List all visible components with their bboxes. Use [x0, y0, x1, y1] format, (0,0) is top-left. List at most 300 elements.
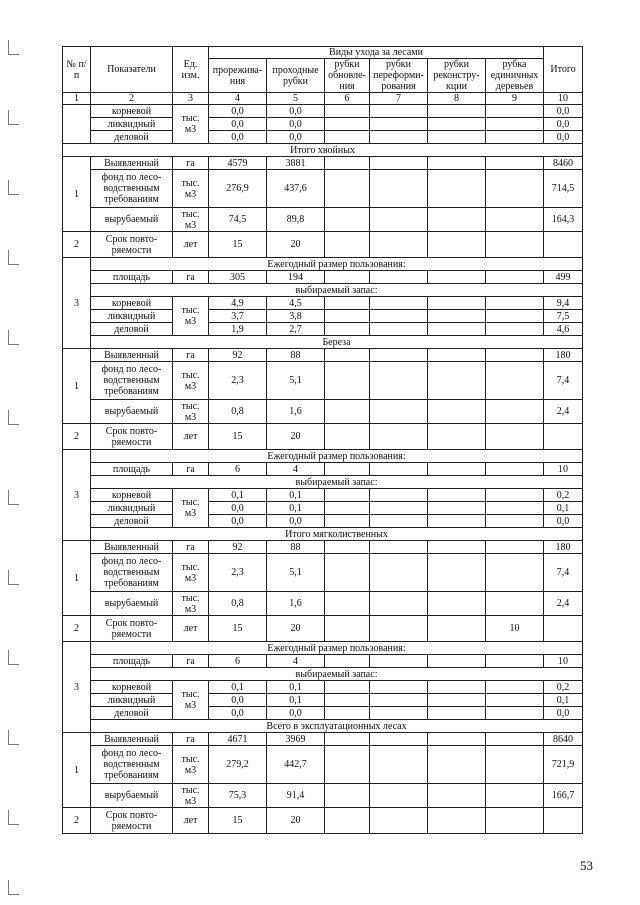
table-cell	[486, 118, 544, 131]
table-cell	[486, 271, 544, 284]
table-cell	[370, 362, 428, 400]
table-cell: га	[173, 733, 209, 746]
table-cell: площадь	[91, 655, 173, 668]
table-cell: 0,8	[209, 592, 267, 616]
table-row	[63, 681, 583, 694]
table-cell: 0,1	[267, 489, 325, 502]
table-cell: ликвидный	[91, 694, 173, 707]
table-row	[63, 502, 583, 515]
table-row	[63, 554, 583, 592]
table-cell	[325, 808, 370, 834]
table-cell	[428, 105, 486, 118]
table-cell	[428, 502, 486, 515]
table-cell: вырубаемый	[91, 208, 173, 232]
table-cell	[544, 424, 583, 450]
table-cell	[325, 515, 370, 528]
table-cell: 721,9	[544, 746, 583, 784]
col-header-total: Итого	[544, 47, 583, 93]
table-cell	[486, 541, 544, 554]
table-cell: тыс. м3	[173, 489, 209, 528]
table-cell: 1,9	[209, 323, 267, 336]
table-cell	[325, 424, 370, 450]
table-cell	[325, 554, 370, 592]
table-cell	[370, 310, 428, 323]
table-row	[63, 323, 583, 336]
table-cell: Выявленный	[91, 157, 173, 170]
table-cell	[325, 323, 370, 336]
table-cell: выбираемый запас:	[91, 284, 583, 297]
table-cell	[486, 808, 544, 834]
table-row	[63, 349, 583, 362]
table-row	[63, 47, 583, 59]
table-cell	[370, 463, 428, 476]
table-cell	[370, 784, 428, 808]
table-cell: тыс. м3	[173, 400, 209, 424]
table-cell	[544, 232, 583, 258]
table-row	[63, 400, 583, 424]
table-cell: Выявленный	[91, 349, 173, 362]
table-cell	[486, 170, 544, 208]
table-row	[63, 528, 583, 541]
table-cell: тыс. м3	[173, 297, 209, 336]
table-cell	[325, 131, 370, 144]
table-row	[63, 668, 583, 681]
table-cell: 437,6	[267, 170, 325, 208]
page-number: 53	[580, 858, 593, 873]
table-cell: 74,5	[209, 208, 267, 232]
table-cell	[428, 170, 486, 208]
table-cell: 6	[209, 463, 267, 476]
table-cell: 3969	[267, 733, 325, 746]
table-cell	[486, 105, 544, 118]
table-cell	[325, 784, 370, 808]
table-row	[63, 310, 583, 323]
table-cell	[486, 400, 544, 424]
table-cell	[370, 616, 428, 642]
table-cell	[370, 655, 428, 668]
table-row	[63, 707, 583, 720]
table-cell	[325, 105, 370, 118]
table-cell	[370, 694, 428, 707]
col-header-care-type: проходные рубки	[267, 59, 325, 93]
table-cell: 0,0	[209, 118, 267, 131]
table-cell: 2,3	[209, 554, 267, 592]
table-cell: 15	[209, 616, 267, 642]
col-header-care-type: рубки обновле-ния	[325, 59, 370, 93]
table-row	[63, 271, 583, 284]
table-row	[63, 541, 583, 554]
table-cell: 15	[209, 808, 267, 834]
table-cell	[486, 362, 544, 400]
table-cell	[428, 733, 486, 746]
table-cell	[428, 489, 486, 502]
table-cell: 1,6	[267, 592, 325, 616]
table-cell: 0,1	[267, 502, 325, 515]
table-cell	[370, 554, 428, 592]
table-cell	[486, 310, 544, 323]
table-cell	[486, 157, 544, 170]
table-cell: 4671	[209, 733, 267, 746]
table-cell: 164,3	[544, 208, 583, 232]
table-cell: 0,0	[544, 515, 583, 528]
col-header-indicator: Показатели	[91, 47, 173, 93]
table-cell: ликвидный	[91, 310, 173, 323]
table-cell	[370, 502, 428, 515]
table-cell: 20	[267, 808, 325, 834]
table-cell: 0,0	[209, 131, 267, 144]
table-cell: 0,0	[209, 694, 267, 707]
forest-care-table	[62, 46, 583, 834]
table-cell: Выявленный	[91, 733, 173, 746]
table-cell: корневой	[91, 681, 173, 694]
table-row	[63, 616, 583, 642]
col-number: 8	[428, 93, 486, 105]
table-cell	[370, 170, 428, 208]
table-cell	[486, 297, 544, 310]
table-cell	[370, 131, 428, 144]
table-cell: 20	[267, 232, 325, 258]
table-row	[63, 592, 583, 616]
table-cell: 4579	[209, 157, 267, 170]
table-cell: 714,5	[544, 170, 583, 208]
table-cell: 0,0	[267, 105, 325, 118]
table-row	[63, 297, 583, 310]
table-cell	[486, 349, 544, 362]
table-cell: 4,6	[544, 323, 583, 336]
table-cell	[370, 808, 428, 834]
table-row	[63, 733, 583, 746]
table-cell: 305	[209, 271, 267, 284]
col-number: 6	[325, 93, 370, 105]
table-cell: деловой	[91, 131, 173, 144]
table-cell	[428, 424, 486, 450]
table-cell: 180	[544, 541, 583, 554]
table-cell: 1	[63, 349, 91, 424]
table-cell: выбираемый запас:	[91, 476, 583, 489]
table-cell	[428, 157, 486, 170]
table-cell	[325, 349, 370, 362]
table-row	[63, 144, 583, 157]
table-cell: 6	[209, 655, 267, 668]
table-cell: 3,7	[209, 310, 267, 323]
table-cell: 1	[63, 541, 91, 616]
table-row	[63, 362, 583, 400]
table-cell: 88	[267, 349, 325, 362]
table-cell: 4	[267, 655, 325, 668]
table-cell: 9,4	[544, 297, 583, 310]
table-cell: 0,1	[267, 694, 325, 707]
table-cell	[486, 707, 544, 720]
table-cell	[325, 297, 370, 310]
table-cell	[325, 208, 370, 232]
table-cell	[325, 310, 370, 323]
table-cell: 75,3	[209, 784, 267, 808]
table-cell	[325, 362, 370, 400]
table-cell: фонд по лесо-водственным требованиям	[91, 362, 173, 400]
table-cell: 0,0	[209, 515, 267, 528]
table-cell	[428, 118, 486, 131]
table-cell: 0,0	[209, 502, 267, 515]
table-cell	[428, 400, 486, 424]
table-cell: 194	[267, 271, 325, 284]
table-cell: 3	[63, 450, 91, 541]
table-cell: тыс. м3	[173, 554, 209, 592]
table-cell: корневой	[91, 489, 173, 502]
col-header-unit: Ед. изм.	[173, 47, 209, 93]
table-cell: 92	[209, 541, 267, 554]
table-cell: Ежегодный размер пользования:	[91, 642, 583, 655]
table-cell: вырубаемый	[91, 592, 173, 616]
table-cell	[428, 297, 486, 310]
table-cell	[428, 232, 486, 258]
table-cell: 2	[63, 616, 91, 642]
table-cell	[325, 271, 370, 284]
table-cell	[428, 463, 486, 476]
table-cell	[370, 105, 428, 118]
table-cell: 0,2	[544, 681, 583, 694]
table-row	[63, 655, 583, 668]
table-cell: 0,0	[544, 707, 583, 720]
table-cell: тыс. м3	[173, 681, 209, 720]
table-cell	[428, 592, 486, 616]
table-row	[63, 157, 583, 170]
table-cell	[486, 502, 544, 515]
table-cell	[370, 746, 428, 784]
table-cell	[428, 554, 486, 592]
col-header-care-type: рубки переформи-рования	[370, 59, 428, 93]
table-cell	[325, 592, 370, 616]
section-title: Итого хвойных	[63, 144, 583, 157]
table-cell	[486, 323, 544, 336]
table-cell: корневой	[91, 297, 173, 310]
table-cell: 15	[209, 232, 267, 258]
table-cell	[325, 463, 370, 476]
table-cell: 15	[209, 424, 267, 450]
table-cell	[544, 808, 583, 834]
table-cell: вырубаемый	[91, 784, 173, 808]
col-header-number: № п/ п	[63, 47, 91, 93]
table-cell: 0,0	[267, 515, 325, 528]
table-cell: 0,1	[267, 681, 325, 694]
table-cell: 0,0	[209, 105, 267, 118]
table-cell	[370, 489, 428, 502]
col-number: 3	[173, 93, 209, 105]
table-cell: тыс. м3	[173, 746, 209, 784]
table-cell	[428, 208, 486, 232]
table-row	[63, 170, 583, 208]
table-cell	[486, 746, 544, 784]
table-cell: 180	[544, 349, 583, 362]
table-cell	[325, 541, 370, 554]
table-cell	[428, 784, 486, 808]
table-cell	[370, 515, 428, 528]
col-number: 2	[91, 93, 173, 105]
col-number: 10	[544, 93, 583, 105]
table-cell: 276,9	[209, 170, 267, 208]
table-cell	[486, 784, 544, 808]
table-cell	[370, 592, 428, 616]
table-cell	[370, 681, 428, 694]
table-cell: 3,8	[267, 310, 325, 323]
table-cell	[428, 707, 486, 720]
table-cell	[325, 616, 370, 642]
table-cell: га	[173, 655, 209, 668]
table-cell	[325, 232, 370, 258]
table-cell	[325, 400, 370, 424]
table-cell: фонд по лесо-водственным требованиям	[91, 554, 173, 592]
table-cell: ликвидный	[91, 118, 173, 131]
binding-marks	[0, 0, 40, 905]
table-cell: лет	[173, 616, 209, 642]
table-cell: 89,8	[267, 208, 325, 232]
table-cell	[486, 463, 544, 476]
table-cell	[325, 118, 370, 131]
table-cell: тыс. м3	[173, 105, 209, 144]
table-cell: 0,2	[544, 489, 583, 502]
table-cell	[428, 616, 486, 642]
table-cell: тыс. м3	[173, 784, 209, 808]
col-header-care-type: прорежива-ния	[209, 59, 267, 93]
table-row	[63, 208, 583, 232]
table-cell: тыс. м3	[173, 592, 209, 616]
table-cell: фонд по лесо-водственным требованиям	[91, 746, 173, 784]
table-cell	[486, 655, 544, 668]
table-cell: лет	[173, 424, 209, 450]
table-row	[63, 105, 583, 118]
table-row	[63, 258, 583, 271]
table-cell	[428, 681, 486, 694]
table-cell	[486, 592, 544, 616]
table-cell: 92	[209, 349, 267, 362]
table-cell	[428, 131, 486, 144]
table-cell: 7,4	[544, 362, 583, 400]
col-header-care-type: рубка единичных деревьев	[486, 59, 544, 93]
table-cell	[486, 208, 544, 232]
table-cell: 4,5	[267, 297, 325, 310]
table-row	[63, 515, 583, 528]
table-cell: 10	[544, 655, 583, 668]
table-cell: деловой	[91, 323, 173, 336]
table-cell: тыс. м3	[173, 170, 209, 208]
table-cell: 0,8	[209, 400, 267, 424]
table-cell: 2,7	[267, 323, 325, 336]
table-row	[63, 424, 583, 450]
table-cell: ликвидный	[91, 502, 173, 515]
col-number: 7	[370, 93, 428, 105]
table-cell: вырубаемый	[91, 400, 173, 424]
table-cell: 1	[63, 733, 91, 808]
col-number: 9	[486, 93, 544, 105]
table-cell: 2,4	[544, 592, 583, 616]
table-cell: 3881	[267, 157, 325, 170]
table-cell: га	[173, 349, 209, 362]
table-cell	[370, 157, 428, 170]
table-cell	[428, 808, 486, 834]
table-cell: 0,1	[544, 694, 583, 707]
table-row	[63, 784, 583, 808]
table-cell	[370, 232, 428, 258]
table-cell	[428, 310, 486, 323]
table-cell	[428, 655, 486, 668]
table-cell	[325, 681, 370, 694]
table-cell: 1	[63, 157, 91, 232]
table-row	[63, 720, 583, 733]
table-row	[63, 336, 583, 349]
table-cell	[544, 616, 583, 642]
table-cell	[486, 681, 544, 694]
table-cell	[325, 694, 370, 707]
table-row	[63, 746, 583, 784]
table-row	[63, 284, 583, 297]
table-cell	[486, 694, 544, 707]
table-row	[63, 642, 583, 655]
table-cell: деловой	[91, 515, 173, 528]
table-cell: выбираемый запас:	[91, 668, 583, 681]
section-title: Итого мягколиственных	[91, 528, 583, 541]
table-cell: 2,4	[544, 400, 583, 424]
table-cell: 91,4	[267, 784, 325, 808]
table-cell: 10	[544, 463, 583, 476]
table-cell: 0,0	[209, 707, 267, 720]
table-cell	[428, 515, 486, 528]
table-cell: Срок повто-ряемости	[91, 808, 173, 834]
table-cell: корневой	[91, 105, 173, 118]
table-cell: 8640	[544, 733, 583, 746]
table-cell: площадь	[91, 463, 173, 476]
table-cell	[486, 554, 544, 592]
table-row	[63, 476, 583, 489]
table-cell	[428, 746, 486, 784]
table-cell: га	[173, 271, 209, 284]
table-row	[63, 232, 583, 258]
col-number: 4	[209, 93, 267, 105]
table-cell	[325, 655, 370, 668]
table-row	[63, 463, 583, 476]
table-cell: тыс. м3	[173, 362, 209, 400]
table-row	[63, 489, 583, 502]
table-row	[63, 694, 583, 707]
table-cell: Срок повто-ряемости	[91, 616, 173, 642]
col-header-care-type: рубки реконстру-кции	[428, 59, 486, 93]
table-cell	[486, 733, 544, 746]
table-cell: 0,1	[209, 489, 267, 502]
table-cell	[370, 323, 428, 336]
table-cell: 0,0	[267, 707, 325, 720]
table-cell	[428, 362, 486, 400]
table-cell: 4	[267, 463, 325, 476]
table-cell	[370, 733, 428, 746]
table-cell	[370, 541, 428, 554]
table-cell	[325, 502, 370, 515]
section-title: Всего в эксплуатационных лесах	[91, 720, 583, 733]
table-row	[63, 808, 583, 834]
table-cell: 0,0	[267, 131, 325, 144]
table-cell: 0,0	[544, 131, 583, 144]
table-cell	[428, 323, 486, 336]
table-cell: 20	[267, 616, 325, 642]
table-cell: Выявленный	[91, 541, 173, 554]
table-row	[63, 131, 583, 144]
table-cell	[325, 733, 370, 746]
table-cell	[370, 400, 428, 424]
table-cell: 5,1	[267, 554, 325, 592]
table-cell	[63, 105, 91, 144]
table-cell: 166,7	[544, 784, 583, 808]
table-cell: га	[173, 463, 209, 476]
table-cell	[486, 131, 544, 144]
table-cell	[428, 349, 486, 362]
table-cell: 88	[267, 541, 325, 554]
